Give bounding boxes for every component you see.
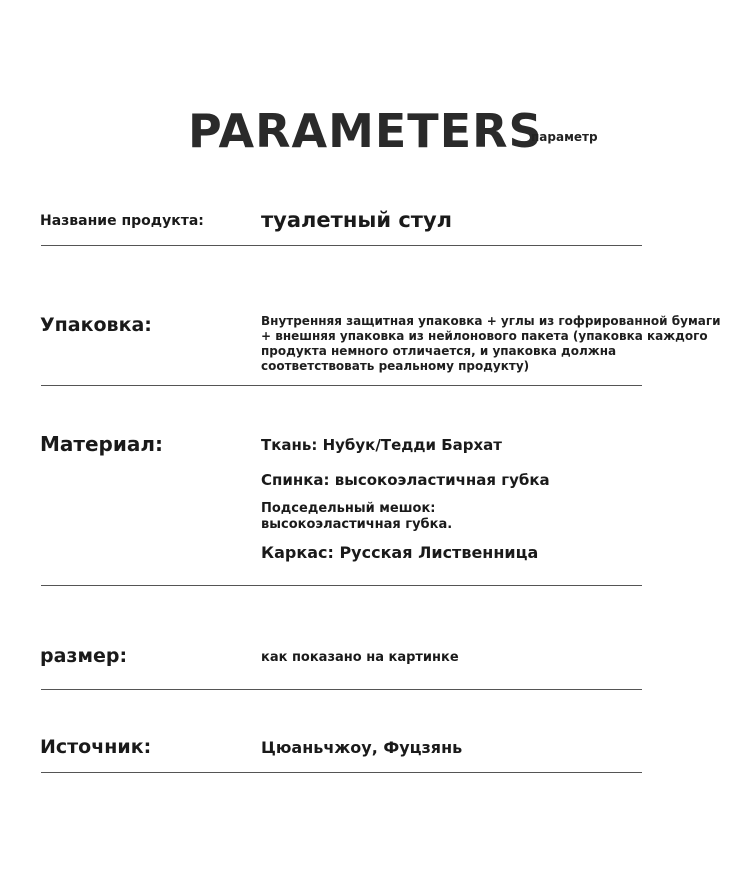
packaging-line-1: Внутренняя защитная упаковка + углы из гофрированной бумаги <box>261 314 721 328</box>
material-label: Материал: <box>40 432 164 456</box>
packaging-value <box>261 314 721 374</box>
packaging-line-2: + внешняя упаковка из нейлонового пакета (упаковка каждого <box>261 329 708 343</box>
material-back: Спинка: высокоэластичная губка <box>261 471 550 489</box>
packaging-line-4: соответствовать реальному продукту) <box>261 359 530 373</box>
packaging-label: Упаковка: <box>40 314 152 336</box>
size-value: как показано на картинке <box>261 650 459 665</box>
product-name-value: туалетный стул <box>261 208 453 232</box>
divider-size <box>41 689 642 690</box>
divider-origin <box>41 772 642 773</box>
material-frame: Каркас: Русская Лиственница <box>261 543 539 562</box>
product-name-label: Название продукта: <box>40 213 204 229</box>
material-seat-line-1: Подседельный мешок: <box>261 501 436 516</box>
page-title: PARAMETERS <box>188 104 543 158</box>
origin-label: Источник: <box>40 736 152 758</box>
divider-packaging <box>41 385 642 386</box>
material-seat <box>261 501 452 533</box>
packaging-line-3: продукта немного отличается, и упаковка должна <box>261 344 617 358</box>
divider-material <box>41 585 642 586</box>
divider-name <box>41 245 642 246</box>
page-subtitle: параметр <box>531 130 598 144</box>
material-seat-line-2: высокоэластичная губка. <box>261 517 453 532</box>
material-fabric: Ткань: Нубук/Тедди Бархат <box>261 436 502 454</box>
origin-value: Цюаньчжоу, Фуцзянь <box>261 738 463 757</box>
size-label: размер: <box>40 645 128 667</box>
